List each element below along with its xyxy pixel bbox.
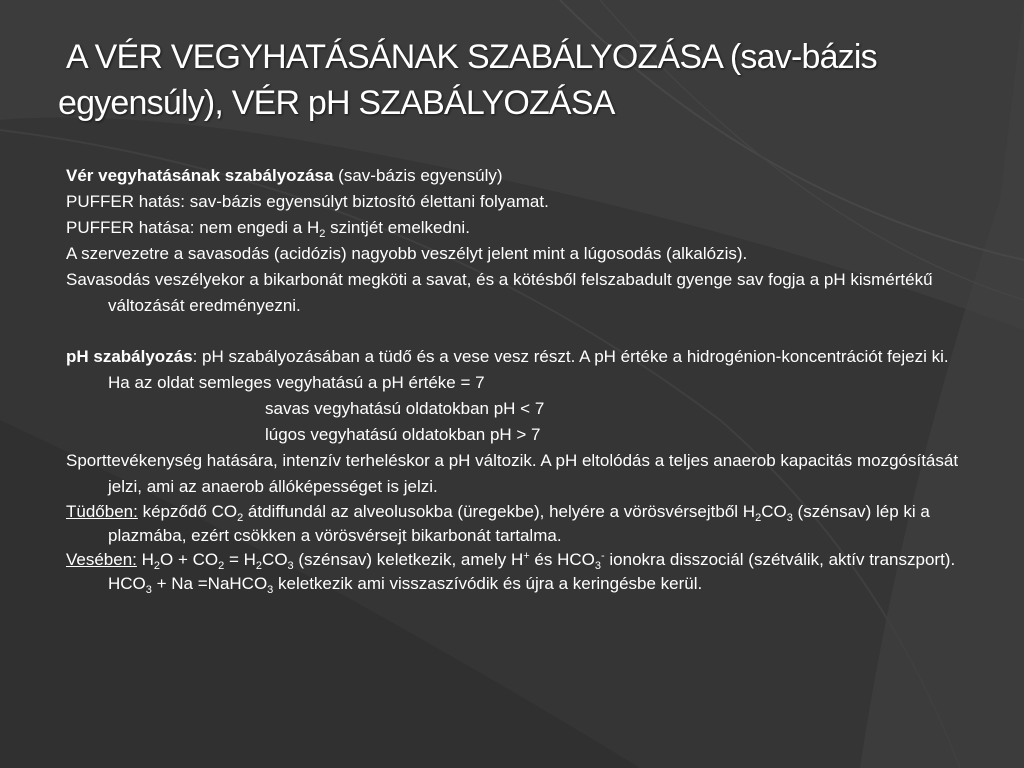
paragraph-text: (szénsav) lép ki a plazmába, ezért csökken a vörösvérsejt bikarbonát tartalma. (108, 502, 930, 545)
paragraph-text: H (136, 550, 154, 569)
paragraph-text: átdiffundál az alveolusokba (üregekbe), helyére a vörösvérsejtből H (243, 502, 756, 521)
paragraph-text: képződő CO (137, 502, 238, 521)
slide-title-line-2: egyensúly), VÉR pH SZABÁLYOZÁSA (58, 84, 615, 122)
superscript: - (601, 550, 605, 562)
paragraph-text: PUFFER hatása: nem engedi a H (66, 218, 320, 237)
subscript: 3 (145, 584, 152, 596)
paragraph-sport-activity: Sporttevékenység hatására, intenzív terheléskor a pH változik. A pH eltolódás a teljes anaerob kapacitás mozgósítását jelzi, ami az anaerob állóképességet is jelzi. (66, 451, 959, 496)
paragraph-text: O + CO (160, 550, 219, 569)
paragraph-ph-regulation (66, 344, 966, 396)
subscript: 2 (755, 512, 762, 524)
paragraph-kidney (66, 548, 966, 596)
paragraph-buffer-action (66, 215, 966, 241)
paragraph-text: : pH szabályozásában a tüdő és a vese vesz részt. A pH értéke a hidrogénion-koncentrációt fejezi ki. Ha az oldat semleges vegyhatású a pH értéke = 7 (108, 347, 949, 392)
paragraph-text: keletkezik ami visszaszívódik és újra a keringésbe kerül. (273, 574, 703, 593)
paragraph-text: + Na =NaHCO (151, 574, 268, 593)
subscript: 2 (153, 560, 161, 572)
paragraph-text: CO (262, 550, 288, 569)
paragraph-alkaline-ph: lúgos vegyhatású oldatokban pH > 7 (265, 425, 541, 444)
paragraph-text: ionokra disszociál (szétválik, aktív transzport). HCO (108, 550, 956, 593)
paragraph-text: = H (224, 550, 256, 569)
subscript: 3 (786, 512, 793, 524)
paragraph-acidosis: A szervezetre a savasodás (acidózis) nagyobb veszélyt jelent mint a lúgosodás (alkalózis). (66, 244, 748, 263)
subscript: 2 (218, 560, 225, 572)
slide-title-line-1: A VÉR VEGYHATÁSÁNAK SZABÁLYOZÁSA (sav-bázis (66, 38, 877, 76)
paragraph-acidic-ph: savas vegyhatású oldatokban pH < 7 (265, 399, 545, 418)
paragraph-buffer-effect: PUFFER hatás: sav-bázis egyensúlyt biztosító élettani folyamat. (66, 192, 549, 211)
subscript: 3 (594, 560, 601, 572)
subscript: 2 (319, 228, 326, 240)
paragraph-text: szintjét emelkedni. (325, 218, 470, 237)
label-lungs: Tüdőben: (66, 502, 138, 521)
paragraph-text: (szénsav) keletkezik, amely H (293, 550, 524, 569)
paragraph-text: CO (761, 502, 787, 521)
paragraph-bicarbonate: Savasodás veszélyekor a bikarbonát megköti a savat, és a kötésből felszabadult gyenge sav fogja a pH kismértékű változását eredményezni. (66, 270, 933, 315)
paragraph-text: (sav-bázis egyensúly) (333, 166, 503, 185)
heading-blood-ph-regulation: Vér vegyhatásának szabályozása (66, 166, 334, 185)
superscript: + (523, 550, 530, 562)
subscript: 3 (287, 560, 294, 572)
subscript: 2 (237, 512, 244, 524)
paragraph-lungs (66, 500, 966, 548)
heading-ph-regulation: pH szabályozás (66, 347, 193, 366)
paragraph-text: és HCO (529, 550, 595, 569)
subscript: 3 (267, 584, 274, 596)
subscript: 2 (255, 560, 263, 572)
slide-title (58, 34, 998, 126)
label-kidney: Vesében: (66, 550, 137, 569)
paragraph-blood-ph-regulation (66, 163, 966, 189)
slide-body (66, 163, 966, 596)
